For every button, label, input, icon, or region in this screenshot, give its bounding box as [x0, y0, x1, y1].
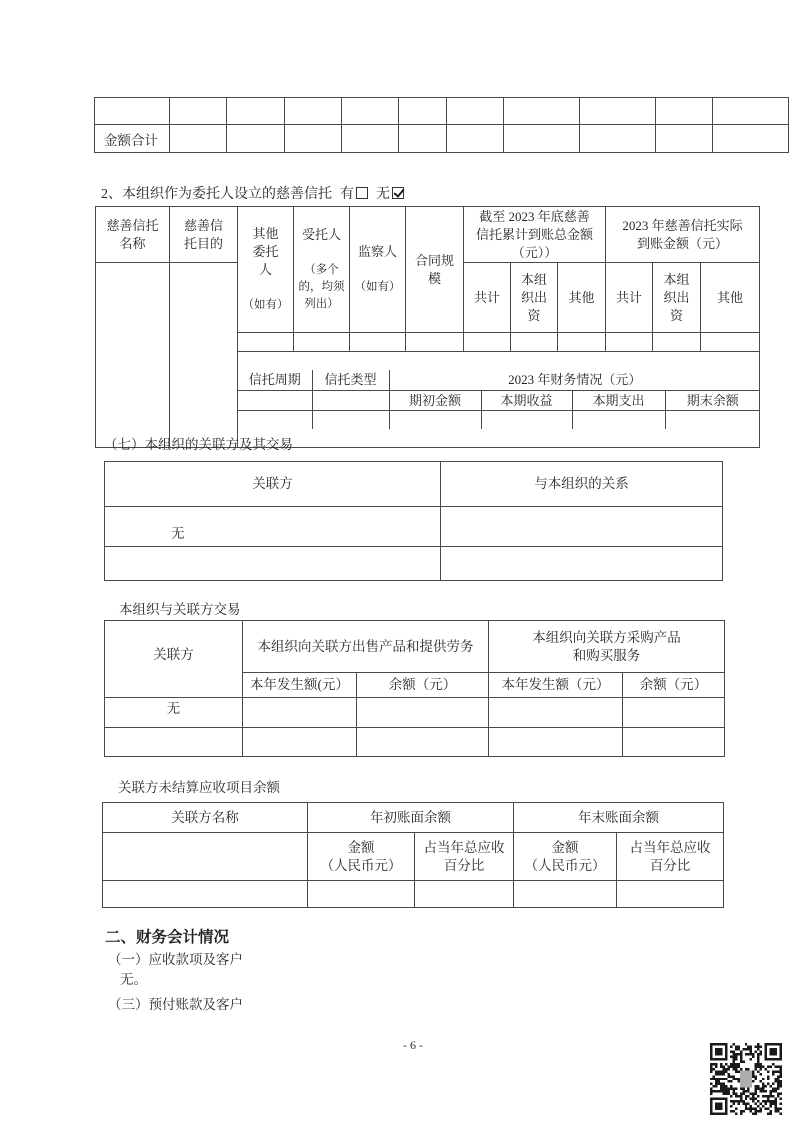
related-party-transactions-table: [104, 620, 725, 757]
table-cell: [243, 728, 357, 757]
header-trustee: [294, 207, 350, 333]
subheader-closing-balance: 期末余额: [665, 390, 760, 410]
table-cell: [447, 125, 504, 153]
related-party-cell: [105, 547, 441, 581]
subheader-annual-amount: 本年发生额(元）: [243, 673, 357, 698]
header-trust-purpose: 慈善信 托目的: [170, 207, 238, 263]
checkbox-yes-icon: [356, 187, 368, 199]
subheader-period-expense: 本期支出: [572, 390, 665, 410]
table-cell: [606, 333, 653, 352]
subheader-other: 其他: [701, 263, 760, 333]
subheader-percent-of-receivables: 占当年总应收 百分比: [617, 833, 724, 881]
table-row: [103, 881, 724, 908]
header-supervisor-label: 监察人: [357, 244, 397, 259]
header-trust-period: 信托周期: [238, 370, 312, 390]
table-cell: [623, 728, 725, 757]
related-party-cell: 无: [105, 698, 243, 728]
table-cell: [580, 125, 656, 153]
subsection-prepayments-title: （三）预付账款及客户: [108, 997, 243, 1012]
qr-finder-top-right: [765, 1043, 782, 1060]
related-parties-table: [104, 461, 723, 581]
table-cell: [514, 881, 617, 908]
table-cell: [170, 98, 227, 125]
header-actual-2023: 2023 年慈善信托实际 到账金额（元）: [606, 207, 760, 263]
header-sales-services: 本组织向关联方出售产品和提供劳务: [243, 621, 489, 673]
table-header-row: [96, 207, 760, 263]
header-trustee-label: 受托人: [301, 227, 341, 242]
table-cell: [665, 410, 760, 429]
table-cell: [399, 98, 447, 125]
checkbox-no-icon: [392, 187, 404, 199]
table-cell: [464, 333, 511, 352]
table-cell: [580, 98, 656, 125]
table-cell: [103, 833, 308, 881]
related-party-cell: 无: [105, 507, 441, 547]
table-cell: [238, 333, 294, 352]
table-cell: [389, 410, 481, 429]
table-cell: [511, 333, 558, 352]
header-trustee-note: （多个 的，均须 列出）: [298, 264, 345, 310]
subsection-receivables-body: 无。: [120, 972, 147, 987]
header-trust-type: 信托类型: [312, 370, 389, 390]
table-row: [105, 728, 725, 757]
total-amount-label: 金额合计: [95, 125, 170, 153]
header-contract-scale: 合同规 模: [406, 207, 464, 333]
header-supervisor-note: （如有）: [354, 281, 401, 293]
table-cell: [447, 98, 504, 125]
table-header-row: [105, 462, 723, 507]
table-cell: [342, 125, 399, 153]
header-relationship: 与本组织的关系: [441, 462, 723, 507]
header-related-party: 关联方: [105, 621, 243, 698]
charitable-trust-table: [95, 206, 760, 448]
table-row: [105, 547, 723, 581]
table-header-row: [103, 803, 724, 833]
table-cell: [415, 881, 514, 908]
header-purchases: 本组织向关联方采购产品 和购买服务: [489, 621, 725, 673]
trust-purpose-cell: [170, 263, 238, 448]
trust-finance-table: [238, 370, 760, 429]
table-cell: [342, 98, 399, 125]
table-cell: [617, 881, 724, 908]
table-cell: [656, 98, 713, 125]
table-cell: [357, 728, 489, 757]
header-other-trustor: [238, 207, 294, 333]
subheader-org-contribution: 本组 织出 资: [653, 263, 701, 333]
subheader-amount-rmb: 金额 （人民币元）: [308, 833, 415, 881]
header-trust-name: 慈善信托 名称: [96, 207, 170, 263]
table-cell: [238, 410, 312, 429]
table-cell: [558, 333, 606, 352]
amount-summary-table: [94, 97, 789, 153]
trust-title-text: 2、本组织作为委托人设立的慈善信托: [101, 187, 332, 202]
table-cell: [170, 125, 227, 153]
qr-center-logo: [740, 1070, 752, 1087]
table-cell: [713, 98, 789, 125]
table-cell: [623, 698, 725, 728]
header-other-trustor-note: （如有）: [242, 299, 289, 311]
table-header-row: [105, 621, 725, 673]
table-cell: [357, 698, 489, 728]
table-header-row: [238, 370, 760, 390]
table-row: [238, 410, 760, 429]
table-cell: [285, 98, 342, 125]
page-number: - 6 -: [403, 1038, 423, 1052]
trust-period-cell: [238, 390, 312, 410]
table-cell: [653, 333, 701, 352]
table-cell: [95, 98, 170, 125]
subheader-other: 其他: [558, 263, 606, 333]
header-other-trustor-label: 其他 委托 人: [252, 226, 279, 277]
table-subheader-row: [103, 833, 724, 881]
option-no-label: 无: [376, 187, 390, 202]
table-cell: [399, 125, 447, 153]
table-cell: [701, 333, 760, 352]
subheader-org-contribution: 本组 织出 资: [511, 263, 558, 333]
trust-section-title: [101, 187, 404, 203]
table-row: [105, 698, 725, 728]
table-cell: [572, 410, 665, 429]
relationship-cell: [441, 547, 723, 581]
table-row: [95, 98, 789, 125]
table-cell: [504, 98, 580, 125]
table-row-total: [95, 125, 789, 153]
qr-finder-top-left: [710, 1043, 727, 1060]
table-cell: [285, 125, 342, 153]
relationship-cell: [441, 507, 723, 547]
subheader-period-income: 本期收益: [481, 390, 572, 410]
table-cell: [350, 333, 406, 352]
table-cell: [308, 881, 415, 908]
table-cell: [489, 698, 623, 728]
header-opening-balance: 年初账面余额: [308, 803, 514, 833]
subheader-amount-rmb: 金额 （人民币元）: [514, 833, 617, 881]
subheader-total: 共计: [606, 263, 653, 333]
subheader-annual-amount: 本年发生额（元）: [489, 673, 623, 698]
header-cumulative-total: 截至 2023 年底慈善 信托累计到账总金额 （元））: [464, 207, 606, 263]
table-cell: [227, 125, 285, 153]
table-cell: [406, 333, 464, 352]
table-subheader-row: [238, 390, 760, 410]
subheader-total: 共计: [464, 263, 511, 333]
table-cell: [312, 410, 389, 429]
qr-code-icon: [710, 1043, 782, 1115]
table-row: [105, 507, 723, 547]
subheader-balance: 余额（元）: [357, 673, 489, 698]
table-cell: [656, 125, 713, 153]
table-cell: [504, 125, 580, 153]
related-party-cell: [105, 728, 243, 757]
trust-finance-block: [238, 352, 760, 448]
header-party-name: 关联方名称: [103, 803, 308, 833]
subheader-balance: 余额（元）: [623, 673, 725, 698]
trust-name-cell: [96, 263, 170, 448]
table-cell: [481, 410, 572, 429]
table-cell: [294, 333, 350, 352]
qr-finder-bottom-left: [710, 1098, 727, 1115]
related-party-receivables-table: [102, 802, 724, 908]
transactions-title: 本组织与关联方交易: [119, 602, 241, 617]
subsection-receivables-title: （一）应收款项及客户: [108, 952, 243, 967]
trust-type-cell: [312, 390, 389, 410]
subheader-opening-amount: 期初金额: [389, 390, 481, 410]
section-heading: 二、财务会计情况: [105, 928, 230, 946]
header-finance-2023: 2023 年财务情况（元）: [389, 370, 760, 390]
table-cell: [103, 881, 308, 908]
header-supervisor: [350, 207, 406, 333]
receivables-title: 关联方未结算应收项目余额: [118, 780, 280, 795]
table-cell: [489, 728, 623, 757]
table-cell: [713, 125, 789, 153]
header-closing-balance: 年末账面余额: [514, 803, 724, 833]
related-parties-title: （七）本组织的关联方及其交易: [104, 437, 293, 452]
header-related-party: 关联方: [105, 462, 441, 507]
subheader-percent-of-receivables: 占当年总应收 百分比: [415, 833, 514, 881]
option-yes-label: 有: [340, 187, 354, 202]
table-cell: [243, 698, 357, 728]
table-cell: [227, 98, 285, 125]
